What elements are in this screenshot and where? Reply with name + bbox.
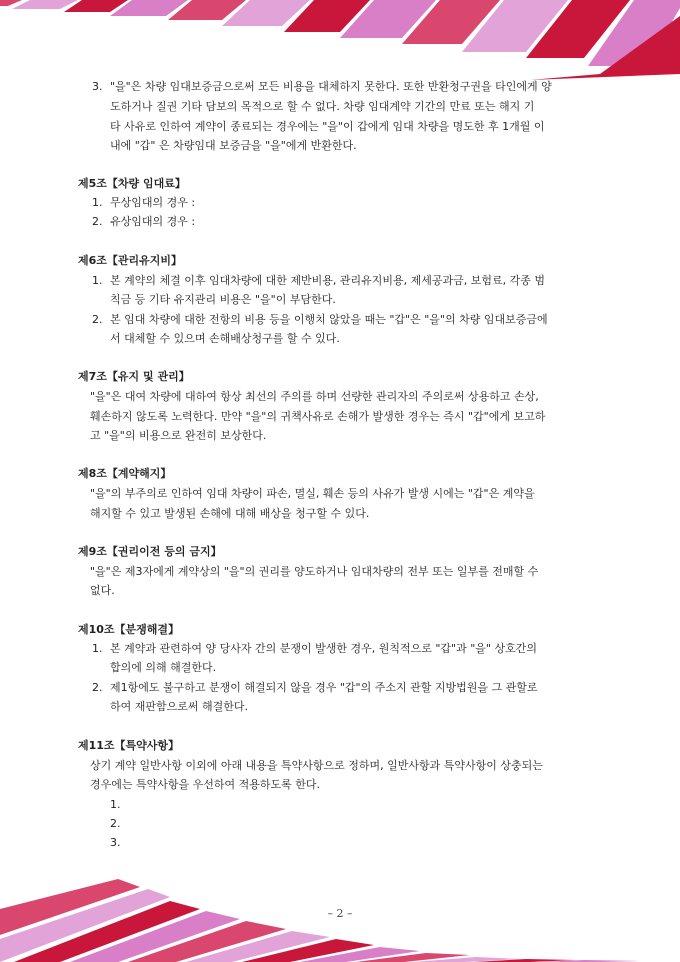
top-stripe-decoration	[0, 0, 680, 80]
paragraph-line: 타 사유로 인하여 계약이 종료되는 경우에는 "을"이 갑에게 임대 차량을 명도한 후 1개월 이	[110, 120, 545, 133]
item-number: 1.	[92, 196, 103, 209]
item-number: 3.	[92, 80, 103, 93]
paragraph-line: 경우에는 특약사항을 우선하여 적용하도록 한다.	[90, 778, 321, 791]
paragraph-line: 없다.	[90, 584, 115, 597]
paragraph-line: "을"은 차량 임대보증금으로써 모든 비용을 대체하지 못한다. 또한 반환청구권을 타인에게 양	[110, 80, 552, 93]
article-heading: 제9조【권리이전 등의 금지】	[78, 545, 222, 558]
paragraph-line: 도하거나 질권 기타 담보의 목적으로 할 수 없다. 차량 임대계약 기간의 만료 또는 해지 기	[110, 100, 535, 113]
paragraph-line: "을"은 제3자에게 계약상의 "을"의 권리를 양도하거나 임대차량의 전부 또는 일부를 전매할 수	[90, 565, 539, 578]
item-number: 1.	[92, 642, 103, 655]
item-number: 2.	[92, 215, 103, 228]
article-heading: 제11조【특약사항】	[78, 739, 180, 752]
paragraph-line: "을"은 대여 차량에 대하여 항상 최선의 주의를 하며 선량한 관리자의 주의로써 상용하고 손상,	[90, 390, 539, 403]
article-heading: 제8조【계약해지】	[78, 467, 172, 480]
paragraph-line: 훼손하지 않도록 노력한다. 만약 "을"의 귀책사유로 손해가 발생한 경우는 즉시 "갑"에게 보고하	[90, 410, 546, 423]
paragraph-line: 내에 "갑" 은 차량임대 보증금을 "을"에게 반환한다.	[110, 139, 357, 152]
list-item: 무상임대의 경우 :	[110, 196, 196, 209]
paragraph-line: 본 임대 차량에 대한 전항의 비용 등을 이행치 않았을 때는 "갑"은 "을"의 차량 임대보증금에	[110, 313, 548, 326]
item-number: 1.	[92, 274, 103, 287]
paragraph-line: 하여 재판함으로써 해결한다.	[110, 700, 249, 713]
paragraph-line: 본 계약의 체결 이후 임대차량에 대한 제반비용, 관리유지비용, 제세공과금, 보험료, 각종 범	[110, 274, 545, 287]
article-heading: 제6조【관리유지비】	[78, 254, 183, 267]
paragraph-line: 합의에 의해 해결한다.	[110, 661, 217, 674]
paragraph-line: 칙금 등 기타 유지관리 비용은 "을"이 부담한다.	[110, 293, 336, 306]
paragraph-line: 상기 계약 일반사항 이외에 아래 내용을 특약사항으로 정하며, 일반사항과 특약사항이 상충되는	[90, 759, 543, 772]
page-number: – 2 –	[327, 907, 353, 920]
paragraph-line: "을"의 부주의로 인하여 임대 차량이 파손, 멸실, 훼손 등의 사유가 발생 시에는 "갑"은 계약을	[90, 487, 535, 500]
paragraph-line: 해지할 수 있고 발생된 손해에 대해 배상을 청구할 수 있다.	[90, 507, 370, 520]
special-term-item: 2.	[110, 817, 121, 830]
special-term-item: 1.	[110, 798, 121, 811]
item-number: 2.	[92, 681, 103, 694]
article-heading: 제7조【유지 및 관리】	[78, 370, 190, 383]
paragraph-line: 본 계약과 관련하여 양 당사자 간의 분쟁이 발생한 경우, 원칙적으로 "갑"과 "을" 상호간의	[110, 642, 537, 655]
article-heading: 제5조【차량 임대료】	[78, 177, 186, 190]
article-heading: 제10조【분쟁해결】	[78, 623, 180, 636]
paragraph-line: 제1항에도 불구하고 분쟁이 해결되지 않을 경우 "갑"의 주소지 관할 지방법원을 그 관할로	[110, 681, 538, 694]
list-item: 유상임대의 경우 :	[110, 215, 196, 228]
paragraph-line: 서 대체할 수 있으며 손해배상청구를 할 수 있다.	[110, 332, 340, 345]
special-term-item: 3.	[110, 836, 121, 849]
paragraph-line: 고 "을"의 비용으로 완전히 보상한다.	[90, 429, 267, 442]
item-number: 2.	[92, 313, 103, 326]
